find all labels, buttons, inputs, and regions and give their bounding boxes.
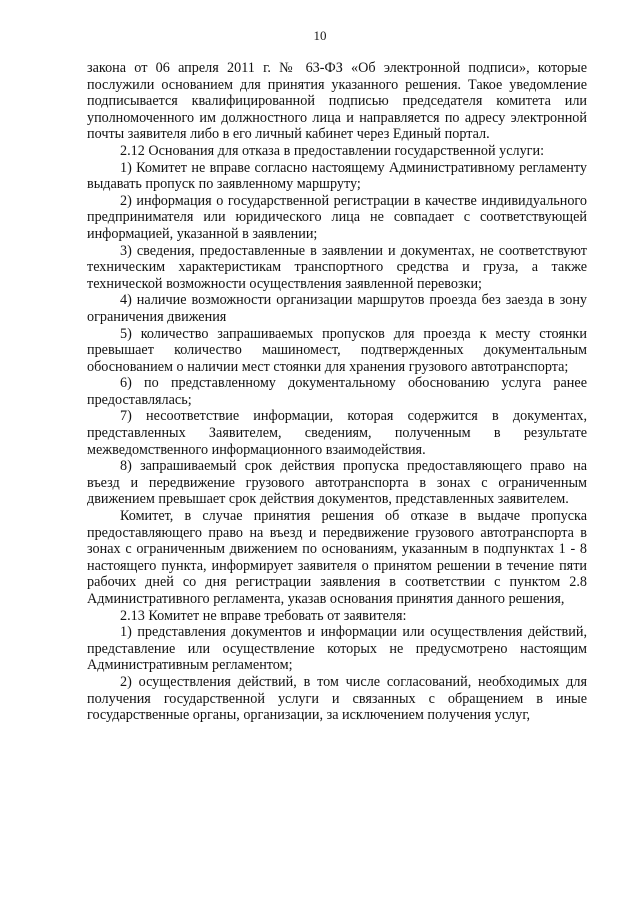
paragraph-refusal-notification: Комитет, в случае принятия решения об отказе в выдаче пропуска предоставляющего право на въезд и передвижение грузового автотранспорта в зонах с ограниченным движением по основаниям, указанным в подпунктах 1 - 8 настоящего пункта, информирует заявителя о принятом решении в течение пяти рабочих дней со дня регистрации заявления в соответствии с пунктом 2.8 Административного регламента, указав основания принятия данного решения, — [87, 508, 587, 607]
paragraph-refusal-ground-3: 3) сведения, предоставленные в заявлении и документах, не соответствуют техническим характеристикам транспортного средства и груза, а также технической возможности осуществления заявленной перевозки; — [87, 242, 587, 292]
paragraph-refusal-ground-5: 5) количество запрашиваемых пропусков для проезда к месту стоянки превышает количество машиномест, подтвержденных документальным обоснованием о наличии мест стоянки для хранения грузового автотранспорта; — [87, 325, 587, 375]
paragraph-refusal-ground-6: 6) по представленному документальному обоснованию услуга ранее предоставлялась; — [87, 375, 587, 408]
paragraph-section-2-12-heading: 2.12 Основания для отказа в предоставлении государственной услуги: — [120, 142, 545, 159]
paragraph-prohibited-requirement-2: 2) осуществления действий, в том числе согласований, необходимых для получения государственной услуги и связанных с обращением в иные государственные органы, организации, за исключением получения услуг, — [87, 673, 587, 724]
page-number: 10 — [313, 28, 327, 43]
document-body — [87, 60, 587, 724]
paragraph-refusal-ground-4: 4) наличие возможности организации маршрутов проезда без заезда в зону ограничения движения — [87, 292, 587, 325]
paragraph-refusal-ground-2: 2) информация о государственной регистрации в качестве индивидуального предпринимателя или юридического лица не совпадает с соответствующей информацией, указанной в заявлении; — [87, 192, 587, 242]
paragraph-refusal-ground-8: 8) запрашиваемый срок действия пропуска предоставляющего право на въезд и передвижение грузового автотранспорта в зонах с ограниченным движением превышает срок действия документов, представленных заявителем. — [87, 458, 587, 508]
paragraph-refusal-ground-7: 7) несоответствие информации, которая содержится в документах, представленных Заявителем, сведениям, полученным в результате межведомственного информационного взаимодействия. — [87, 408, 587, 458]
paragraph-refusal-ground-1: 1) Комитет не вправе согласно настоящему Административному регламенту выдавать пропуск по заявленному маршруту; — [87, 159, 587, 193]
paragraph-law-reference: закона от 06 апреля 2011 г. № 63-ФЗ «Об электронной подписи», которые послужили основанием для принятия указанного решения. Такое уведомление подписывается квалифицированной подписью председателя комитета или уполномоченного им должностного лица и направляется по адресу электронной почты заявителя либо в его личный кабинет через Единый портал. — [87, 60, 587, 143]
paragraph-section-2-13-heading: 2.13 Комитет не вправе требовать от заявителя: — [120, 607, 407, 624]
paragraph-prohibited-requirement-1: 1) представления документов и информации или осуществления действий, представление или осуществление которых не предусмотрено настоящим Административным регламентом; — [87, 624, 587, 674]
